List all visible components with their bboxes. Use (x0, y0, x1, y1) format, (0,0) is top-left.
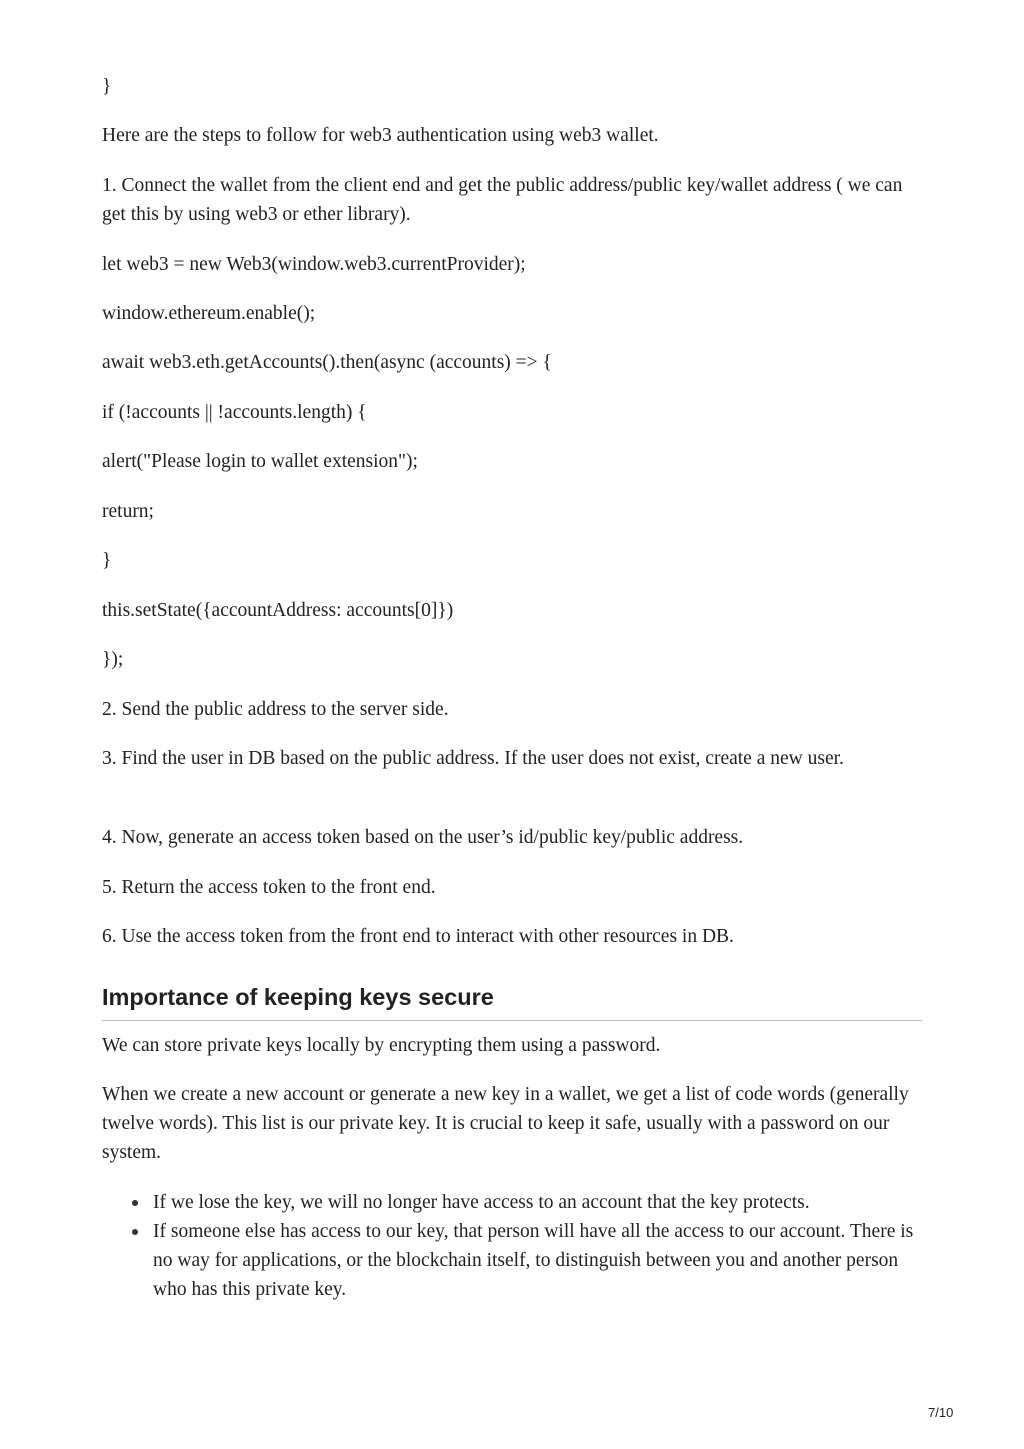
page-number: 7/10 (928, 1405, 954, 1420)
code-line: } (102, 550, 112, 571)
bullet-icon (132, 1229, 138, 1235)
code-line: this.setState({accountAddress: accounts[0]}) (102, 600, 454, 621)
code-line: return; (102, 501, 154, 522)
paragraph: We can store private keys locally by encrypting them using a password. (102, 1035, 661, 1056)
code-line-closing-brace: } (102, 76, 112, 97)
step-5: 5. Return the access token to the front end. (102, 877, 436, 898)
code-line: }); (102, 649, 124, 670)
step-2: 2. Send the public address to the server side. (102, 699, 449, 720)
code-line: alert("Please login to wallet extension"); (102, 451, 418, 472)
step-4: 4. Now, generate an access token based on the user’s id/public key/public address. (102, 827, 744, 848)
code-line: await web3.eth.getAccounts().then(async (accounts) => { (102, 352, 552, 373)
intro-paragraph: Here are the steps to follow for web3 authentication using web3 wallet. (102, 125, 659, 146)
code-line: window.ethereum.enable(); (102, 303, 316, 324)
bullet-icon (132, 1200, 138, 1206)
bullet-text: If someone else has access to our key, that person will have all the access to our account. There is no way for applications, or the blockchain itself, to distinguish between you and another person who has this private key. (153, 1221, 914, 1300)
code-line: let web3 = new Web3(window.web3.currentProvider); (102, 254, 526, 275)
bullet-item (102, 1188, 922, 1217)
step-3: 3. Find the user in DB based on the public address. If the user does not exist, create a new user. (102, 748, 844, 769)
bullet-list (102, 1188, 922, 1304)
bullet-item (102, 1217, 922, 1304)
heading-divider (102, 1020, 922, 1021)
step-6: 6. Use the access token from the front end to interact with other resources in DB. (102, 926, 734, 947)
bullet-text: If we lose the key, we will no longer have access to an account that the key protects. (153, 1192, 810, 1213)
code-line: if (!accounts || !accounts.length) { (102, 402, 367, 423)
section-heading: Importance of keeping keys secure (102, 984, 494, 1010)
paragraph: When we create a new account or generate a new key in a wallet, we get a list of code words (generally twelve words). This list is our private key. It is crucial to keep it safe, usually with a password on our system. (102, 1084, 909, 1163)
step-1: 1. Connect the wallet from the client end and get the public address/public key/wallet address ( we can get this by using web3 or ether library). (102, 175, 903, 225)
